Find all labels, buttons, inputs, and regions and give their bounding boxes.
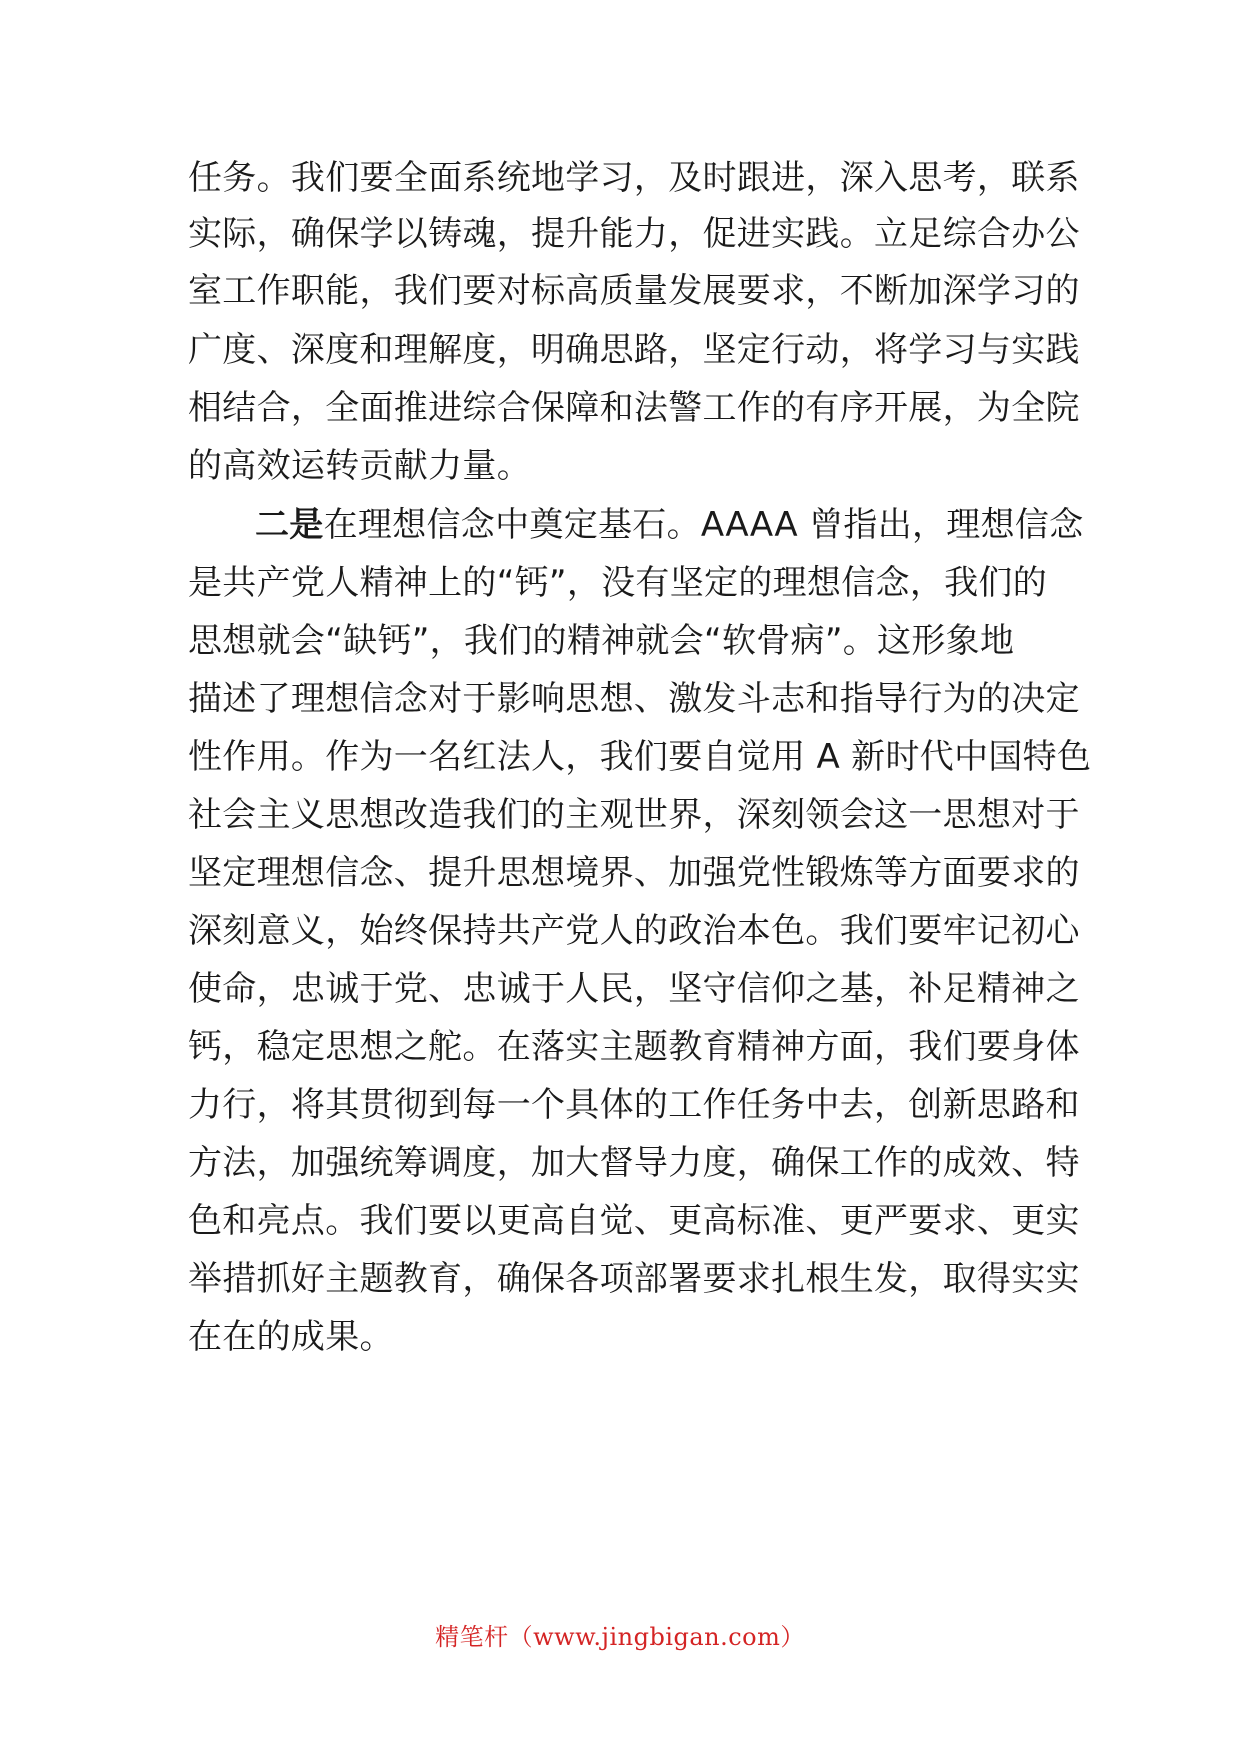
- paragraph-2-line-8: 深刻意义，始终保持共产党人的政治本色。我们要牢记初心: [188, 911, 1080, 951]
- paragraph-1-line-5: 相结合，全面推进综合保障和法警工作的有序开展，为全院: [188, 388, 1080, 428]
- paragraph-1-line-1: 任务。我们要全面系统地学习，及时跟进，深入思考，联系: [188, 158, 1080, 198]
- paragraph-1-line-2: 实际，确保学以铸魂，提升能力，促进实践。立足综合办公: [188, 214, 1080, 254]
- paragraph-2-line-2: 是共产党人精神上的“钙”，没有坚定的理想信念，我们的: [188, 563, 1048, 603]
- paragraph-2-first-line-text: 在理想信念中奠定基石。AAAA 曾指出，理想信念: [323, 505, 1084, 545]
- paragraph-1-line-6: 的高效运转贡献力量。: [188, 446, 531, 486]
- paragraph-2-lead: 二是: [255, 505, 324, 545]
- paragraph-2-line-4: 描述了理想信念对于影响思想、激发斗志和指导行为的决定: [188, 679, 1080, 719]
- paragraph-2-line-12: 方法，加强统筹调度，加大督导力度，确保工作的成效、特: [188, 1143, 1080, 1183]
- paragraph-2-line-1: [255, 505, 1084, 545]
- paragraph-2-line-6: 社会主义思想改造我们的主观世界，深刻领会这一思想对于: [188, 795, 1080, 835]
- paragraph-2-line-14: 举措抓好主题教育，确保各项部署要求扎根生发，取得实实: [188, 1259, 1080, 1299]
- paragraph-2-line-10: 钙，稳定思想之舵。在落实主题教育精神方面，我们要身体: [188, 1027, 1080, 1067]
- paragraph-1-line-4: 广度、深度和理解度，明确思路，坚定行动，将学习与实践: [188, 330, 1080, 370]
- paragraph-2-line-13: 色和亮点。我们要以更高自觉、更高标准、更严要求、更实: [188, 1201, 1080, 1241]
- paragraph-2-line-11: 力行，将其贯彻到每一个具体的工作任务中去，创新思路和: [188, 1085, 1080, 1125]
- paragraph-2-line-3: 思想就会“缺钙”，我们的精神就会“软骨病”。这形象地: [188, 621, 1015, 661]
- paragraph-2-line-7: 坚定理想信念、提升思想境界、加强党性锻炼等方面要求的: [188, 853, 1080, 893]
- paragraph-2-line-9: 使命，忠诚于党、忠诚于人民，坚守信仰之基，补足精神之: [188, 969, 1080, 1009]
- paragraph-1-line-3: 室工作职能，我们要对标高质量发展要求，不断加深学习的: [188, 271, 1080, 311]
- footer-watermark: 精笔杆（www.jingbigan.com）: [435, 1623, 805, 1651]
- paragraph-2-line-15: 在在的成果。: [188, 1317, 394, 1357]
- paragraph-2-line-5: 性作用。作为一名红法人，我们要自觉用 A 新时代中国特色: [188, 737, 1092, 777]
